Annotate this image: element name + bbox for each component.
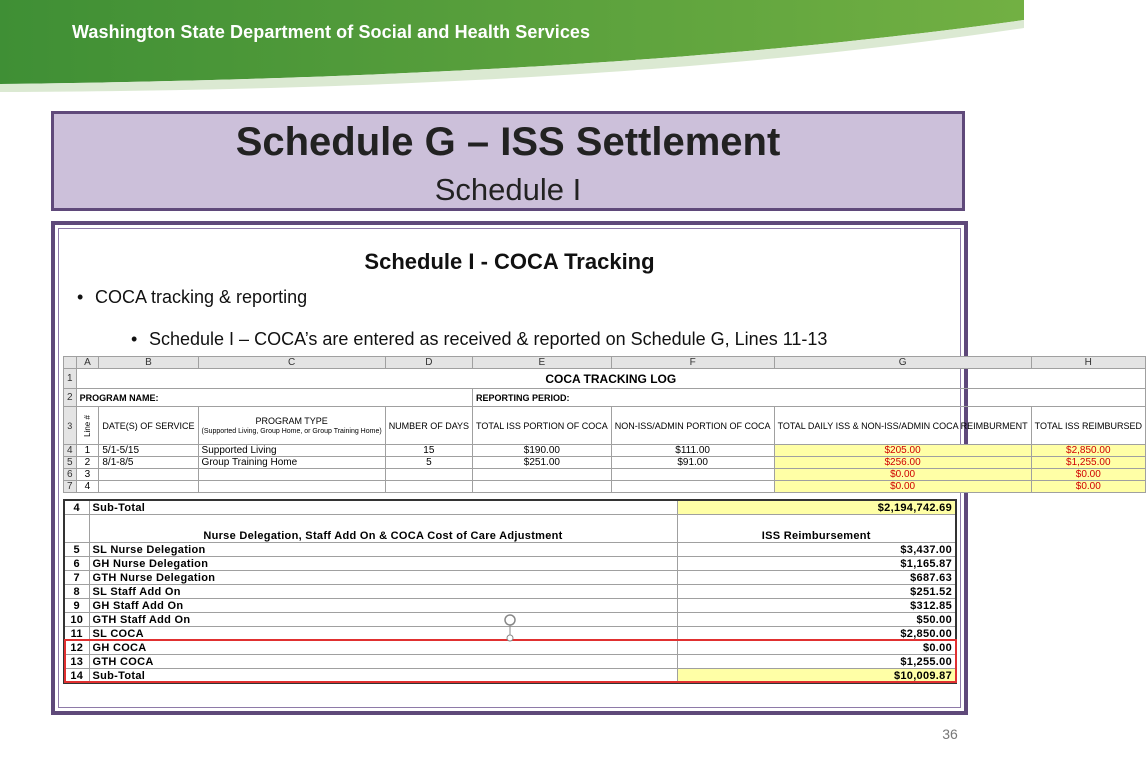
line-cell: 4 (64, 500, 89, 515)
program-type-cell: Supported Living (198, 445, 385, 457)
dates-header: DATE(S) OF SERVICE (99, 407, 198, 445)
program-name-label: PROGRAM NAME: (76, 389, 472, 407)
line-cell: 11 (64, 627, 89, 641)
nurse-delegation-heading: Nurse Delegation, Staff Add On & COCA Cost of Care Adjustment (89, 515, 677, 543)
line-cell: 9 (64, 599, 89, 613)
col-letter: G (774, 357, 1031, 369)
line-cell: 6 (64, 557, 89, 571)
days-cell: 15 (385, 445, 472, 457)
item-value: $1,255.00 (677, 655, 956, 669)
bullet-item (77, 287, 307, 308)
col-letter: D (385, 357, 472, 369)
line-cell: 2 (76, 457, 99, 469)
page-number: 36 (942, 726, 958, 742)
final-subtotal-label: Sub-Total (89, 669, 677, 684)
total-cell: $0.00 (1031, 481, 1145, 493)
total-reimbursed-header: TOTAL ISS REIMBURSED (1031, 407, 1145, 445)
column-header-row (64, 357, 1146, 369)
item-value: $3,437.00 (677, 543, 956, 557)
line-cell: 12 (64, 641, 89, 655)
item-label: SL Nurse Delegation (89, 543, 677, 557)
table-row (64, 557, 956, 571)
item-label: SL COCA (89, 627, 677, 641)
line-cell: 3 (76, 469, 99, 481)
row-number: 3 (64, 407, 77, 445)
item-label: GH COCA (89, 641, 677, 655)
dates-cell: 5/1-5/15 (99, 445, 198, 457)
dates-cell: 8/1-8/5 (99, 457, 198, 469)
program-type-cell (198, 481, 385, 493)
item-value: $0.00 (677, 641, 956, 655)
iss-cell (473, 481, 612, 493)
final-subtotal-row (64, 669, 956, 684)
item-value: $687.63 (677, 571, 956, 585)
line-cell: 10 (64, 613, 89, 627)
table-row (64, 445, 1146, 457)
bullet-text: COCA tracking & reporting (95, 287, 308, 307)
org-name: Washington State Department of Social and Health Services (72, 22, 591, 42)
final-subtotal-value: $10,009.87 (677, 669, 956, 684)
program-type-cell: Group Training Home (198, 457, 385, 469)
total-cell: $2,850.00 (1031, 445, 1145, 457)
row-number: 4 (64, 445, 77, 457)
item-value: $251.52 (677, 585, 956, 599)
daily-cell: $0.00 (774, 469, 1031, 481)
table-row (64, 599, 956, 613)
item-value: $2,850.00 (677, 627, 956, 641)
content-heading: Schedule I - COCA Tracking (364, 249, 655, 274)
daily-cell: $256.00 (774, 457, 1031, 469)
item-label: GTH COCA (89, 655, 677, 669)
row-number: 6 (64, 469, 77, 481)
table-row (64, 543, 956, 557)
line-cell: 5 (64, 543, 89, 557)
days-cell (385, 469, 472, 481)
col-letter: F (611, 357, 774, 369)
program-row (64, 389, 1146, 407)
subtotal-value: $2,194,742.69 (677, 500, 956, 515)
dates-cell (99, 469, 198, 481)
iss-portion-header: TOTAL ISS PORTION OF COCA (473, 407, 612, 445)
table-row (64, 585, 956, 599)
line-cell: 1 (76, 445, 99, 457)
col-letter: E (473, 357, 612, 369)
item-label: GTH Nurse Delegation (89, 571, 677, 585)
iss-cell: $190.00 (473, 445, 612, 457)
col-letter: B (99, 357, 198, 369)
empty-cell (64, 515, 89, 543)
col-letter: A (76, 357, 99, 369)
table-row (64, 457, 1146, 469)
sub-bullet-item (131, 329, 827, 350)
item-label: GH Staff Add On (89, 599, 677, 613)
rotate-handle-icon (499, 613, 521, 641)
daily-reimbursement-header: TOTAL DAILY ISS & NON-ISS/ADMIN COCA REIMBURMENT (774, 407, 1031, 445)
sub-bullet-text: Schedule I – COCA’s are entered as received & reported on Schedule G, Lines 11-13 (149, 329, 828, 349)
item-value: $1,165.87 (677, 557, 956, 571)
item-label: GH Nurse Delegation (89, 557, 677, 571)
slide-subtitle: Schedule I (434, 172, 582, 207)
coca-tracking-log-table (63, 356, 1146, 493)
non-iss-header: NON-ISS/ADMIN PORTION OF COCA (611, 407, 774, 445)
line-cell: 14 (64, 669, 89, 684)
program-type-cell (198, 469, 385, 481)
iss-cell: $251.00 (473, 457, 612, 469)
item-value: $50.00 (677, 613, 956, 627)
iss-reimbursement-heading: ISS Reimbursement (677, 515, 956, 543)
row-number: 2 (64, 389, 77, 407)
line-cell: 7 (64, 571, 89, 585)
total-cell: $1,255.00 (1031, 457, 1145, 469)
line-number-header: Line # (76, 407, 99, 445)
header-banner (0, 0, 1024, 92)
days-cell: 5 (385, 457, 472, 469)
log-title: COCA TRACKING LOG (76, 369, 1145, 389)
corner-cell (64, 357, 77, 369)
table-row (64, 469, 1146, 481)
bullet-icon: • (77, 287, 84, 307)
table-row (64, 641, 956, 655)
item-label: GTH Staff Add On (89, 613, 677, 627)
slide-title: Schedule G – ISS Settlement (235, 120, 781, 164)
table-row (64, 655, 956, 669)
item-value: $312.85 (677, 599, 956, 613)
non-iss-cell: $91.00 (611, 457, 774, 469)
subtotal-row (64, 500, 956, 515)
days-cell (385, 481, 472, 493)
line-cell: 4 (76, 481, 99, 493)
section-header-row (64, 515, 956, 543)
row-number: 1 (64, 369, 77, 389)
table-row (64, 481, 1146, 493)
table-row (64, 571, 956, 585)
field-header-row (64, 407, 1146, 445)
schedule-g-summary-table (63, 499, 957, 684)
col-letter: C (198, 357, 385, 369)
daily-cell: $205.00 (774, 445, 1031, 457)
total-cell: $0.00 (1031, 469, 1145, 481)
program-type-header: PROGRAM TYPE (Supported Living, Group Home, or Group Training Home) (198, 407, 385, 445)
row-number: 5 (64, 457, 77, 469)
bullet-icon: • (131, 329, 138, 349)
title-row (64, 369, 1146, 389)
line-cell: 13 (64, 655, 89, 669)
banner-swoosh (0, 0, 1024, 92)
row-number: 7 (64, 481, 77, 493)
non-iss-cell (611, 469, 774, 481)
dates-cell (99, 481, 198, 493)
spreadsheet (63, 356, 1142, 684)
subtotal-label: Sub-Total (89, 500, 677, 515)
title-box (51, 111, 965, 211)
col-letter: H (1031, 357, 1145, 369)
days-header: NUMBER OF DAYS (385, 407, 472, 445)
daily-cell: $0.00 (774, 481, 1031, 493)
item-label: SL Staff Add On (89, 585, 677, 599)
non-iss-cell (611, 481, 774, 493)
reporting-period-label: REPORTING PERIOD: (473, 389, 1146, 407)
iss-cell (473, 469, 612, 481)
line-cell: 8 (64, 585, 89, 599)
non-iss-cell: $111.00 (611, 445, 774, 457)
